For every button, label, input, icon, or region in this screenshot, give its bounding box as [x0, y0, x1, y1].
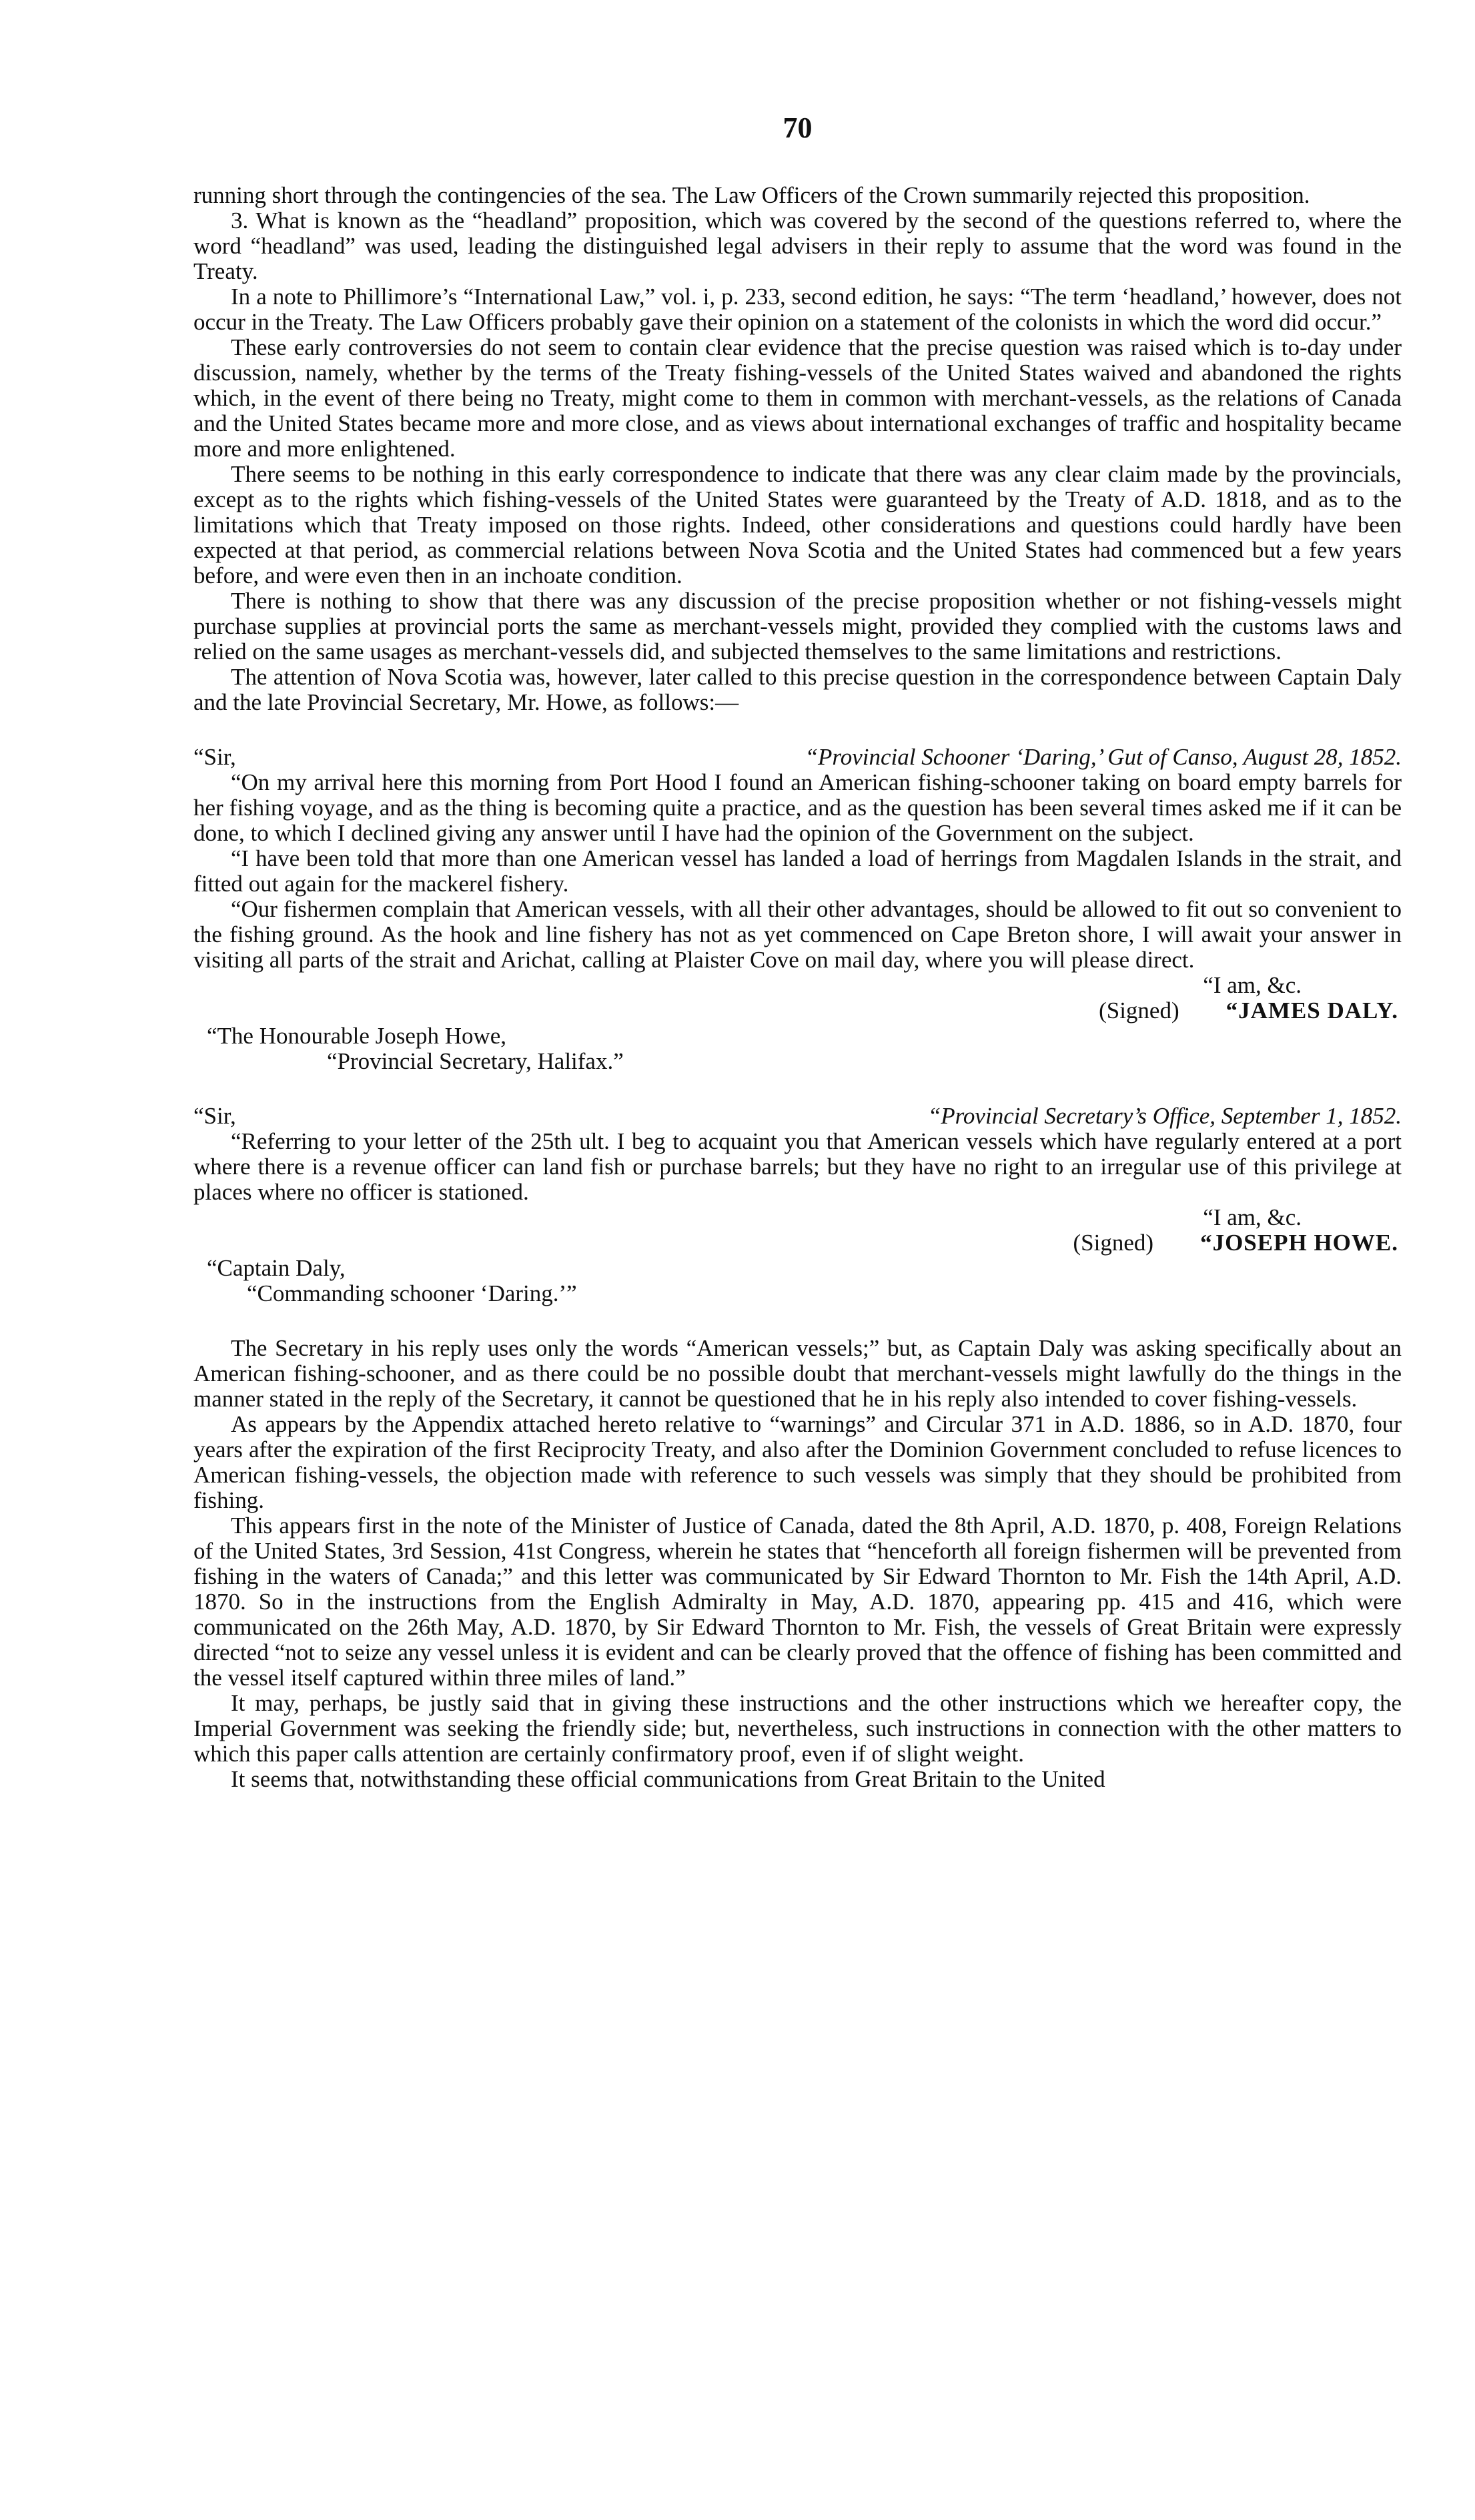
body-paragraph: These early controversies do not seem to contain clear evidence that the precise question was raised which is to-day under discussion, namely, whether by the terms of the Treaty fishing-vessels of the United States waived and abandoned the rights which, in the event of there being no Treaty, might come to them in common with merchant-vessels, as the relations of Canada and the United States became more and more close, and as views about international exchanges of traffic and hospitality became more and more enlightened.: [193, 334, 1402, 462]
body-paragraph: 3. What is known as the “headland” proposition, which was covered by the second of the questions referred to, where the word “headland” was used, leading the distinguished legal advisers in their reply to assume that the word was found in the Treaty.: [193, 207, 1402, 284]
letter-1-signature: [193, 998, 1402, 1023]
letter-2-signed-label: (Signed): [1073, 1230, 1154, 1256]
letter-1-paragraph: “I have been told that more than one American vessel has landed a load of herrings from Magdalen Islands in the strait, and fitted out again for the mackerel fishery.: [193, 845, 1402, 897]
letter-2-header: [193, 1104, 1402, 1129]
letter-1-signed-label: (Signed): [1099, 997, 1179, 1023]
spacer: [193, 1074, 1402, 1104]
letter-2-signer: “JOSEPH HOWE.: [1200, 1230, 1398, 1256]
letter-1-address-line-2: “Provincial Secretary, Halifax.”: [327, 1048, 624, 1074]
letter-1-paragraph: “Our fishermen complain that American vessels, with all their other advantages, should be allowed to fit out so convenient to the fishing ground. As the hook and line fishery has not as yet commenced on Cape Breton shore, I will await your answer in visiting all parts of the strait and Arichat, calling at Plaister Cove on mail day, where you will please direct.: [193, 896, 1402, 973]
body-paragraph: There seems to be nothing in this early correspondence to indicate that there was any clear claim made by the provincials, except as to the rights which fishing-vessels of the United States were guaranteed by the Treaty of A.D. 1818, and as to the limitations which that Treaty imposed on those rights. Indeed, other considerations and questions could hardly have been expected at that period, as commercial relations between Nova Scotia and the United States had commenced but a few years before, and were even then in an inchoate condition.: [193, 461, 1402, 588]
body-paragraph: The attention of Nova Scotia was, however, later called to this precise question in the correspondence between Captain Daly and the late Provincial Secretary, Mr. Howe, as follows:—: [193, 664, 1402, 715]
body-paragraph: running short through the contingencies of the sea. The Law Officers of the Crown summarily rejected this proposition.: [193, 182, 1310, 208]
body-paragraph: This appears first in the note of the Minister of Justice of Canada, dated the 8th April, A.D. 1870, p. 408, Foreign Relations of the United States, 3rd Session, 41st Congress, wherein he states that “henceforth all foreign fishermen will be prevented from fishing in the waters of Canada;” and this letter was communicated by Sir Edward Thornton to Mr. Fish the 14th April, A.D. 1870. So in the instructions from the English Admiralty in May, A.D. 1870, appearing pp. 415 and 416, which were communicated on the 26th May, A.D. 1870, by Sir Edward Thornton to Mr. Fish, the vessels of Great Britain were expressly directed “not to seize any vessel unless it is evident and can be clearly proved that the offence of fishing has been committed and the vessel itself captured within three miles of land.”: [193, 1513, 1402, 1691]
letter-2-closing: “I am, &c.: [1203, 1204, 1302, 1230]
letter-1-signer: “JAMES DALY.: [1225, 997, 1398, 1023]
letter-2-paragraph: “Referring to your letter of the 25th ult. I beg to acquaint you that American vessels which have regularly entered at a port where there is a revenue officer can land fish or purchase barrels; but they have no right to an irregular use of this privilege at places where no officer is stationed.: [193, 1128, 1402, 1205]
letter-2-dateline: “Provincial Secretary’s Office, September 1, 1852.: [927, 1103, 1402, 1129]
body-paragraph: There is nothing to show that there was any discussion of the precise proposition whether or not fishing-vessels might purchase supplies at provincial ports the same as merchant-vessels might, provided they complied with the customs laws and relied on the same usages as merchant-vessels did, and subjected themselves to the same limitations and restrictions.: [193, 588, 1402, 665]
letter-1-salutation: “Sir,: [193, 744, 236, 770]
letter-2-salutation: “Sir,: [193, 1103, 236, 1129]
letter-2-address-line-1: “Captain Daly,: [207, 1255, 346, 1281]
letter-2-signature: [193, 1230, 1402, 1256]
spacer: [193, 715, 1402, 745]
body-paragraph: It may, perhaps, be justly said that in giving these instructions and the other instructions which we hereafter copy, the Imperial Government was seeking the friendly side; but, nevertheless, such instructions in connection with the other matters to which this paper calls attention are certainly confirmatory proof, even if of slight weight.: [193, 1690, 1402, 1767]
letter-1-closing: “I am, &c.: [1203, 972, 1302, 998]
letter-1-paragraph: “On my arrival here this morning from Port Hood I found an American fishing-schooner taking on board empty barrels for her fishing voyage, and as the thing is becoming quite a practice, and as the question has been several times asked me if it can be done, to which I declined giving any answer until I have had the opinion of the Government on the subject.: [193, 769, 1402, 846]
letter-1-header: [193, 745, 1402, 770]
body-paragraph: In a note to Phillimore’s “International Law,” vol. i, p. 233, second edition, he says: “The term ‘headland,’ however, does not occur in the Treaty. The Law Officers probably gave their opinion on a statement of the colonists in which the word did occur.”: [193, 284, 1402, 335]
letter-2-address-line-2: “Commanding schooner ‘Daring.’”: [247, 1280, 577, 1306]
page-number: 70: [783, 111, 813, 144]
letter-1-address-line-1: “The Honourable Joseph Howe,: [207, 1023, 507, 1049]
letter-1-dateline: “Provincial Schooner ‘Daring,’ Gut of Canso, August 28, 1852.: [805, 744, 1402, 770]
body-paragraph-last-line: It seems that, notwithstanding these official communications from Great Britain to the United: [231, 1766, 1105, 1792]
spacer: [193, 1306, 1402, 1336]
body-paragraph: The Secretary in his reply uses only the words “American vessels;” but, as Captain Daly was asking specifically about an American fishing-schooner, and as there could be no possible doubt that merchant-vessels might lawfully do the things in the manner stated in the reply of the Secretary, it cannot be questioned that he in his reply also intended to cover fishing-vessels.: [193, 1335, 1402, 1412]
body-paragraph: As appears by the Appendix attached hereto relative to “warnings” and Circular 371 in A.D. 1886, so in A.D. 1870, four years after the expiration of the first Reciprocity Treaty, and also after the Dominion Government concluded to refuse licences to American fishing-vessels, the objection made with reference to such vessels was simply that they should be prohibited from fishing.: [193, 1411, 1402, 1513]
